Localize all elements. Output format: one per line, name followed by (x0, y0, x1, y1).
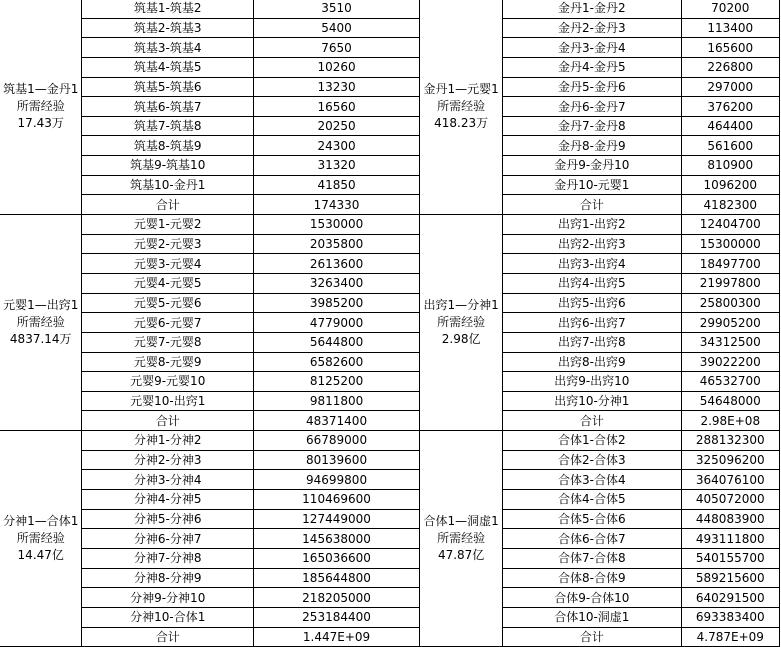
table-row (0, 509, 780, 529)
experience-value-cell[interactable]: 10260 (253, 57, 419, 77)
experience-value-cell[interactable]: 165036600 (253, 548, 419, 568)
experience-value-cell[interactable]: 16560 (253, 97, 419, 117)
level-range-cell[interactable]: 出窍1-出窍2 (503, 215, 681, 235)
level-range-cell[interactable]: 合体8-合体9 (503, 568, 681, 588)
level-range-cell[interactable]: 合体7-合体8 (503, 548, 681, 568)
level-range-cell[interactable]: 分神3-分神4 (82, 470, 254, 490)
total-label-cell[interactable]: 合计 (82, 195, 254, 215)
experience-value-cell[interactable]: 4779000 (253, 313, 419, 333)
level-range-cell[interactable]: 分神2-分神3 (82, 450, 254, 470)
experience-value-cell[interactable]: 589215600 (681, 568, 779, 588)
level-range-cell[interactable]: 出窍2-出窍3 (503, 234, 681, 254)
table-row (0, 568, 780, 588)
level-range-cell[interactable]: 合体6-合体7 (503, 529, 681, 549)
level-range-cell[interactable]: 筑基6-筑基7 (82, 97, 254, 117)
experience-value-cell[interactable]: 80139600 (253, 450, 419, 470)
level-range-cell[interactable]: 元婴5-元婴6 (82, 293, 254, 313)
experience-value-cell[interactable]: 21997800 (681, 273, 779, 293)
experience-value-cell[interactable]: 8125200 (253, 372, 419, 392)
experience-value-cell[interactable]: 25800300 (681, 293, 779, 313)
level-range-cell[interactable]: 筑基8-筑基9 (82, 136, 254, 156)
experience-value-cell[interactable]: 20250 (253, 116, 419, 136)
summary-stage-range: 元婴1—出窍1 (3, 298, 79, 313)
experience-value-cell[interactable]: 561600 (681, 136, 779, 156)
table-row (0, 195, 780, 215)
summary-total-experience: 4837.14万 (9, 332, 72, 347)
level-range-cell[interactable]: 元婴2-元婴3 (82, 234, 254, 254)
table-row (0, 450, 780, 470)
experience-value-cell[interactable]: 5644800 (253, 332, 419, 352)
experience-value-cell[interactable]: 218205000 (253, 588, 419, 608)
level-range-cell[interactable]: 合体3-合体4 (503, 470, 681, 490)
table-row (0, 352, 780, 372)
table-row (0, 273, 780, 293)
level-range-cell[interactable]: 合体9-合体10 (503, 588, 681, 608)
level-range-cell[interactable]: 筑基4-筑基5 (82, 57, 254, 77)
table-row (0, 0, 780, 18)
experience-value-cell[interactable]: 376200 (681, 97, 779, 117)
level-range-cell[interactable]: 出窍7-出窍8 (503, 332, 681, 352)
experience-value-cell[interactable]: 15300000 (681, 234, 779, 254)
stage-summary-cell[interactable] (420, 215, 503, 431)
level-range-cell[interactable]: 金丹9-金丹10 (503, 156, 681, 176)
experience-value-cell[interactable]: 253184400 (253, 607, 419, 627)
level-range-cell[interactable]: 金丹6-金丹7 (503, 97, 681, 117)
level-range-cell[interactable]: 筑基2-筑基3 (82, 18, 254, 38)
level-range-cell[interactable]: 合体1-合体2 (503, 431, 681, 451)
experience-value-cell[interactable]: 185644800 (253, 568, 419, 588)
level-range-cell[interactable]: 金丹8-金丹9 (503, 136, 681, 156)
level-range-cell[interactable]: 金丹4-金丹5 (503, 57, 681, 77)
total-value-cell[interactable]: 4.787E+09 (681, 627, 779, 647)
experience-value-cell[interactable]: 13230 (253, 77, 419, 97)
level-range-cell[interactable]: 元婴8-元婴9 (82, 352, 254, 372)
experience-value-cell[interactable]: 24300 (253, 136, 419, 156)
experience-value-cell[interactable]: 1530000 (253, 215, 419, 235)
experience-value-cell[interactable]: 46532700 (681, 372, 779, 392)
experience-value-cell[interactable]: 165600 (681, 38, 779, 58)
experience-value-cell[interactable]: 2035800 (253, 234, 419, 254)
total-value-cell[interactable]: 1.447E+09 (253, 627, 419, 647)
table-row (0, 391, 780, 411)
summary-caption: 所需经验 (16, 315, 65, 330)
experience-value-cell[interactable]: 34312500 (681, 332, 779, 352)
table-row (0, 97, 780, 117)
table-row (0, 175, 780, 195)
experience-value-cell[interactable]: 6582600 (253, 352, 419, 372)
experience-value-cell[interactable]: 110469600 (253, 490, 419, 510)
level-range-cell[interactable]: 合体4-合体5 (503, 490, 681, 510)
table-row (0, 470, 780, 490)
summary-total-experience: 14.47亿 (17, 548, 64, 563)
experience-value-cell[interactable]: 226800 (681, 57, 779, 77)
summary-total-experience: 418.23万 (434, 116, 489, 131)
level-range-cell[interactable]: 金丹7-金丹8 (503, 116, 681, 136)
experience-value-cell[interactable]: 288132300 (681, 431, 779, 451)
summary-total-experience: 2.98亿 (441, 332, 481, 347)
table-row (0, 156, 780, 176)
experience-value-cell[interactable]: 94699800 (253, 470, 419, 490)
total-label-cell[interactable]: 合计 (503, 411, 681, 431)
total-label-cell[interactable]: 合计 (82, 627, 254, 647)
level-range-cell[interactable]: 分神9-分神10 (82, 588, 254, 608)
experience-value-cell[interactable]: 493111800 (681, 529, 779, 549)
level-range-cell[interactable]: 分神8-分神9 (82, 568, 254, 588)
level-range-cell[interactable]: 元婴6-元婴7 (82, 313, 254, 333)
table-row (0, 18, 780, 38)
summary-total-experience: 17.43万 (17, 116, 64, 131)
experience-value-cell[interactable]: 464400 (681, 116, 779, 136)
level-range-cell[interactable]: 出窍4-出窍5 (503, 273, 681, 293)
experience-value-cell[interactable]: 297000 (681, 77, 779, 97)
summary-stage-range: 出窍1—分神1 (423, 298, 499, 313)
level-range-cell[interactable]: 合体10-洞虚1 (503, 607, 681, 627)
experience-value-cell[interactable]: 39022200 (681, 352, 779, 372)
experience-value-cell[interactable]: 66789000 (253, 431, 419, 451)
table-row (0, 548, 780, 568)
summary-stage-range: 金丹1—元婴1 (423, 82, 499, 97)
table-row (0, 136, 780, 156)
table-row (0, 529, 780, 549)
level-range-cell[interactable]: 出窍5-出窍6 (503, 293, 681, 313)
summary-caption: 所需经验 (437, 99, 486, 114)
experience-value-cell[interactable]: 31320 (253, 156, 419, 176)
table-row (0, 215, 780, 235)
experience-value-cell[interactable]: 5400 (253, 18, 419, 38)
experience-value-cell[interactable]: 3510 (253, 0, 419, 18)
table-row (0, 116, 780, 136)
table-row (0, 607, 780, 627)
level-range-cell[interactable]: 出窍9-出窍10 (503, 372, 681, 392)
table-row (0, 411, 780, 431)
level-range-cell[interactable]: 分神5-分神6 (82, 509, 254, 529)
table-row (0, 254, 780, 274)
summary-caption: 所需经验 (16, 531, 65, 546)
experience-value-cell[interactable]: 70200 (681, 0, 779, 18)
summary-stage-range: 筑基1—金丹1 (3, 82, 79, 97)
summary-stage-range: 合体1—洞虚1 (423, 514, 499, 529)
table-row (0, 77, 780, 97)
table-row (0, 627, 780, 647)
experience-value-cell[interactable]: 640291500 (681, 588, 779, 608)
level-range-cell[interactable]: 金丹10-元婴1 (503, 175, 681, 195)
total-label-cell[interactable]: 合计 (503, 195, 681, 215)
experience-value-cell[interactable]: 1096200 (681, 175, 779, 195)
experience-value-cell[interactable]: 9811800 (253, 391, 419, 411)
level-range-cell[interactable]: 出窍3-出窍4 (503, 254, 681, 274)
experience-value-cell[interactable]: 127449000 (253, 509, 419, 529)
level-range-cell[interactable]: 筑基1-筑基2 (82, 0, 254, 18)
level-range-cell[interactable]: 分神10-合体1 (82, 607, 254, 627)
table-row (0, 431, 780, 451)
experience-value-cell[interactable]: 113400 (681, 18, 779, 38)
experience-value-cell[interactable]: 364076100 (681, 470, 779, 490)
experience-value-cell[interactable]: 12404700 (681, 215, 779, 235)
experience-value-cell[interactable]: 7650 (253, 38, 419, 58)
summary-stage-range: 分神1—合体1 (3, 514, 79, 529)
experience-value-cell[interactable]: 3985200 (253, 293, 419, 313)
level-range-cell[interactable]: 筑基9-筑基10 (82, 156, 254, 176)
level-range-cell[interactable]: 元婴3-元婴4 (82, 254, 254, 274)
experience-value-cell[interactable]: 540155700 (681, 548, 779, 568)
table-row (0, 372, 780, 392)
experience-value-cell[interactable]: 405072000 (681, 490, 779, 510)
stage-summary-cell[interactable] (0, 431, 82, 647)
level-range-cell[interactable]: 合体5-合体6 (503, 509, 681, 529)
level-range-cell[interactable]: 元婴7-元婴8 (82, 332, 254, 352)
level-range-cell[interactable]: 分神1-分神2 (82, 431, 254, 451)
level-range-cell[interactable]: 元婴9-元婴10 (82, 372, 254, 392)
experience-value-cell[interactable]: 29905200 (681, 313, 779, 333)
level-range-cell[interactable]: 金丹1-金丹2 (503, 0, 681, 18)
table-row (0, 234, 780, 254)
summary-total-experience: 47.87亿 (437, 548, 485, 563)
experience-value-cell[interactable]: 3263400 (253, 273, 419, 293)
level-range-cell[interactable]: 金丹3-金丹4 (503, 38, 681, 58)
stage-summary-cell[interactable] (420, 0, 503, 215)
table-row (0, 332, 780, 352)
summary-caption: 所需经验 (437, 315, 486, 330)
total-label-cell[interactable]: 合计 (82, 411, 254, 431)
experience-value-cell[interactable]: 2613600 (253, 254, 419, 274)
table-row (0, 293, 780, 313)
level-range-cell[interactable]: 金丹2-金丹3 (503, 18, 681, 38)
level-range-cell[interactable]: 出窍10-分神1 (503, 391, 681, 411)
level-range-cell[interactable]: 筑基10-金丹1 (82, 175, 254, 195)
experience-value-cell[interactable]: 41850 (253, 175, 419, 195)
level-range-cell[interactable]: 元婴4-元婴5 (82, 273, 254, 293)
experience-value-cell[interactable]: 693383400 (681, 607, 779, 627)
stage-summary-cell[interactable] (420, 431, 503, 647)
total-value-cell[interactable]: 2.98E+08 (681, 411, 779, 431)
stage-summary-cell[interactable] (0, 0, 82, 215)
total-value-cell[interactable]: 48371400 (253, 411, 419, 431)
table-row (0, 38, 780, 58)
total-value-cell[interactable]: 4182300 (681, 195, 779, 215)
level-range-cell[interactable]: 出窍6-出窍7 (503, 313, 681, 333)
experience-value-cell[interactable]: 18497700 (681, 254, 779, 274)
level-range-cell[interactable]: 筑基5-筑基6 (82, 77, 254, 97)
total-label-cell[interactable]: 合计 (503, 627, 681, 647)
level-range-cell[interactable]: 分神6-分神7 (82, 529, 254, 549)
summary-caption: 所需经验 (16, 99, 65, 114)
level-range-cell[interactable]: 分神4-分神5 (82, 490, 254, 510)
total-value-cell[interactable]: 174330 (253, 195, 419, 215)
table-row (0, 313, 780, 333)
level-range-cell[interactable]: 出窍8-出窍9 (503, 352, 681, 372)
table-row (0, 57, 780, 77)
level-range-cell[interactable]: 合体2-合体3 (503, 450, 681, 470)
table-row (0, 588, 780, 608)
summary-caption: 所需经验 (437, 531, 486, 546)
level-range-cell[interactable]: 筑基7-筑基8 (82, 116, 254, 136)
stage-summary-cell[interactable] (0, 215, 82, 431)
level-range-cell[interactable]: 元婴10-出窍1 (82, 391, 254, 411)
level-range-cell[interactable]: 筑基3-筑基4 (82, 38, 254, 58)
experience-value-cell[interactable]: 325096200 (681, 450, 779, 470)
level-range-cell[interactable]: 分神7-分神8 (82, 548, 254, 568)
experience-value-cell[interactable]: 145638000 (253, 529, 419, 549)
table-row (0, 490, 780, 510)
experience-value-cell[interactable]: 54648000 (681, 391, 779, 411)
experience-value-cell[interactable]: 810900 (681, 156, 779, 176)
level-range-cell[interactable]: 金丹5-金丹6 (503, 77, 681, 97)
level-range-cell[interactable]: 元婴1-元婴2 (82, 215, 254, 235)
experience-value-cell[interactable]: 448083900 (681, 509, 779, 529)
